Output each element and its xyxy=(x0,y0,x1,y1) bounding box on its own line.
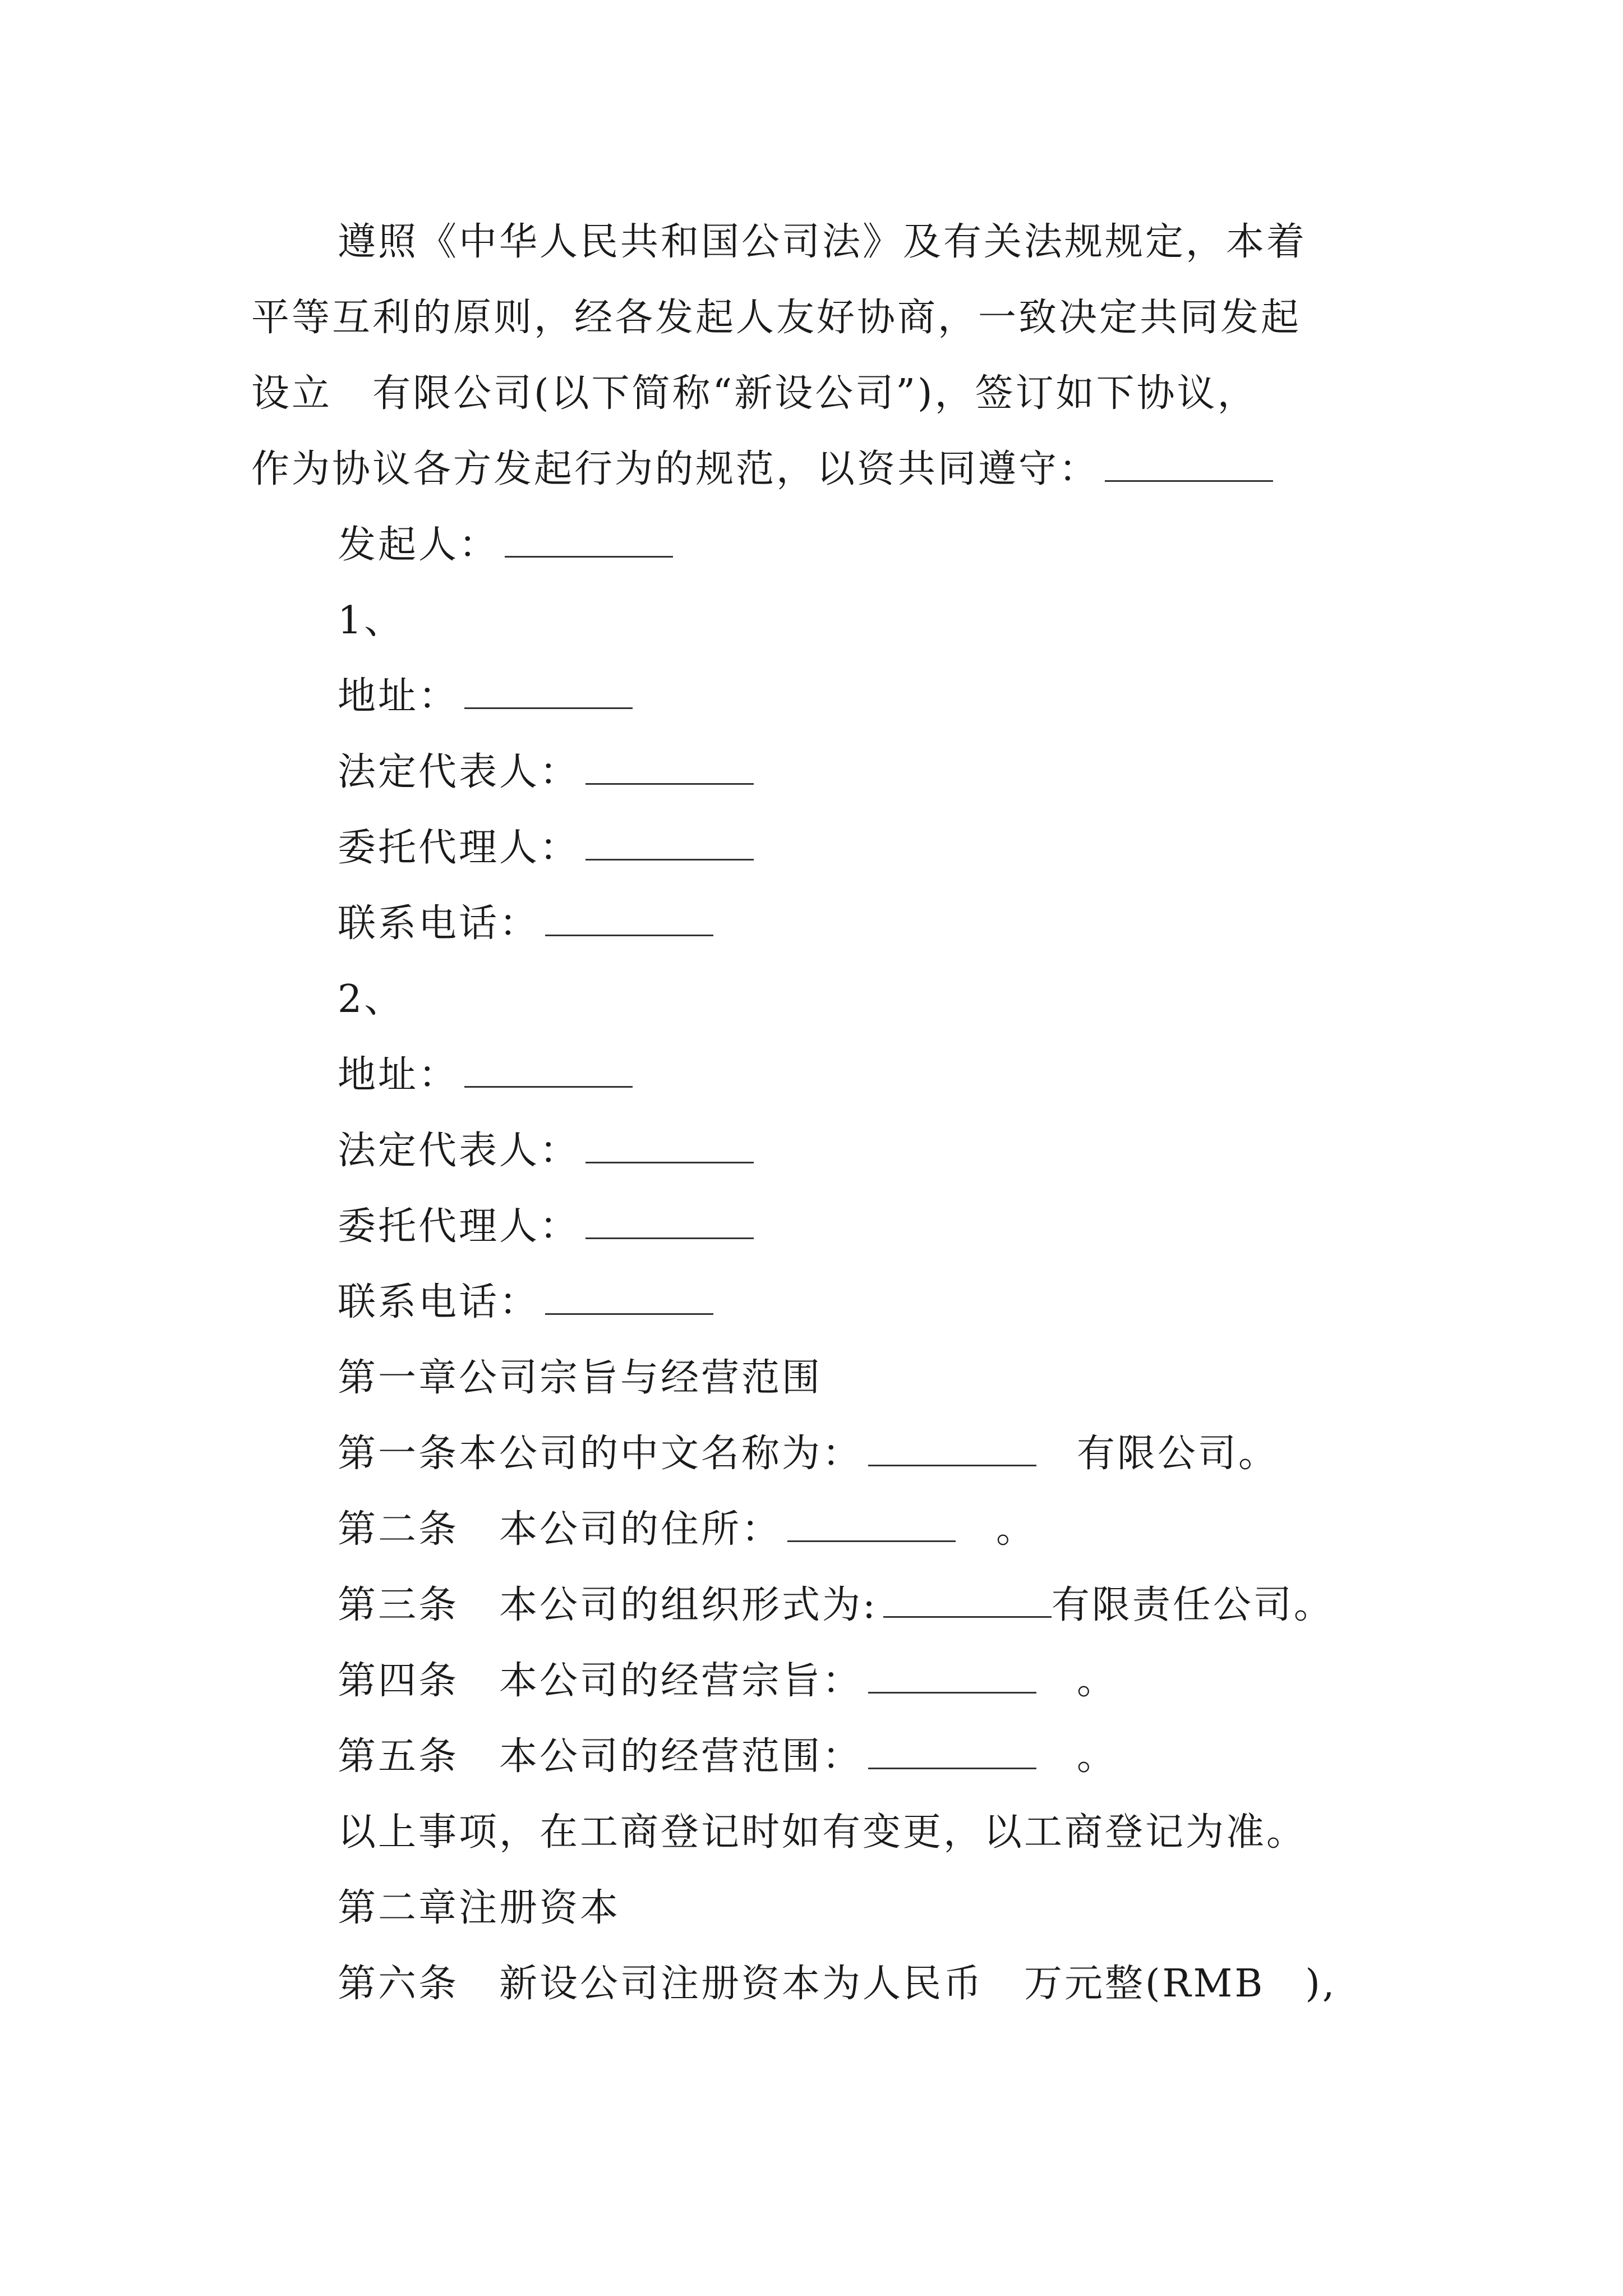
blank-line xyxy=(545,933,713,936)
party1-number: 1、 xyxy=(338,599,405,643)
article-2-prefix: 第二条 本公司的住所： xyxy=(338,1507,782,1552)
party2-number: 2、 xyxy=(338,977,405,1022)
blank-line xyxy=(1105,479,1273,482)
article-4-suffix: 。 xyxy=(1036,1659,1118,1703)
party1-phone-label: 联系电话： xyxy=(338,901,540,946)
intro-line-4: 作为协议各方发起行为的规范，以资共同遵守： xyxy=(251,447,1100,491)
party1-agent-row xyxy=(338,826,754,870)
article-3-suffix: 有限责任公司。 xyxy=(1051,1583,1334,1627)
founders-title-row xyxy=(338,523,673,567)
blank-line xyxy=(868,1464,1036,1466)
blank-line xyxy=(464,706,633,709)
article-5-row xyxy=(338,1734,1118,1779)
party2-phone-row xyxy=(338,1280,713,1324)
party2-address-row xyxy=(338,1053,633,1097)
party1-legal-rep-label: 法定代表人： xyxy=(338,750,580,794)
intro-line-4-row xyxy=(251,447,1273,491)
article-2-suffix: 。 xyxy=(956,1507,1037,1552)
blank-line xyxy=(787,1539,956,1542)
party2-legal-rep-row xyxy=(338,1129,754,1173)
party2-phone-label: 联系电话： xyxy=(338,1280,540,1324)
article-5-suffix: 。 xyxy=(1036,1734,1118,1779)
blank-line xyxy=(868,1766,1036,1769)
blank-line xyxy=(883,1615,1052,1618)
blank-line xyxy=(545,1312,713,1315)
party1-legal-rep-row xyxy=(338,750,754,794)
article-4-prefix: 第四条 本公司的经营宗旨： xyxy=(338,1659,863,1703)
article-5-prefix: 第五条 本公司的经营范围： xyxy=(338,1734,863,1779)
article-2-row xyxy=(338,1507,1037,1552)
article-4-row xyxy=(338,1659,1118,1703)
article-1-prefix: 第一条本公司的中文名称为： xyxy=(338,1432,863,1476)
party2-agent-label: 委托代理人： xyxy=(338,1204,580,1249)
intro-line-2: 平等互利的原则，经各发起人友好协商，一致决定共同发起 xyxy=(251,296,1302,340)
chapter2-title: 第二章注册资本 xyxy=(338,1886,621,1930)
founders-title: 发起人： xyxy=(338,523,500,567)
article-6: 第六条 新设公司注册资本为人民币 万元整(RMB ), xyxy=(338,1962,1337,2006)
intro-line-1: 遵照《中华人民共和国公司法》及有关法规规定，本着 xyxy=(338,220,1307,264)
article-3-row xyxy=(338,1583,1334,1627)
article-1-row xyxy=(338,1432,1279,1476)
chapter1-title: 第一章公司宗旨与经营范围 xyxy=(338,1356,823,1400)
party1-agent-label: 委托代理人： xyxy=(338,826,580,870)
blank-line xyxy=(585,1161,754,1163)
article-3-prefix: 第三条 本公司的组织形式为: xyxy=(338,1583,878,1627)
blank-line xyxy=(585,782,754,785)
article-1-suffix: 有限公司。 xyxy=(1036,1432,1279,1476)
party1-address-row xyxy=(338,674,633,719)
blank-line xyxy=(585,1236,754,1239)
party2-agent-row xyxy=(338,1204,754,1249)
intro-line-3: 设立 有限公司(以下简称“新设公司”)，签订如下协议， xyxy=(251,371,1258,416)
party2-legal-rep-label: 法定代表人： xyxy=(338,1129,580,1173)
blank-line xyxy=(585,858,754,861)
party1-address-label: 地址： xyxy=(338,674,459,719)
blank-line xyxy=(868,1691,1036,1694)
party2-address-label: 地址： xyxy=(338,1053,459,1097)
party1-phone-row xyxy=(338,901,713,946)
blank-line xyxy=(505,555,673,558)
blank-line xyxy=(464,1085,633,1088)
registration-note: 以上事项，在工商登记时如有变更，以工商登记为准。 xyxy=(338,1810,1307,1855)
